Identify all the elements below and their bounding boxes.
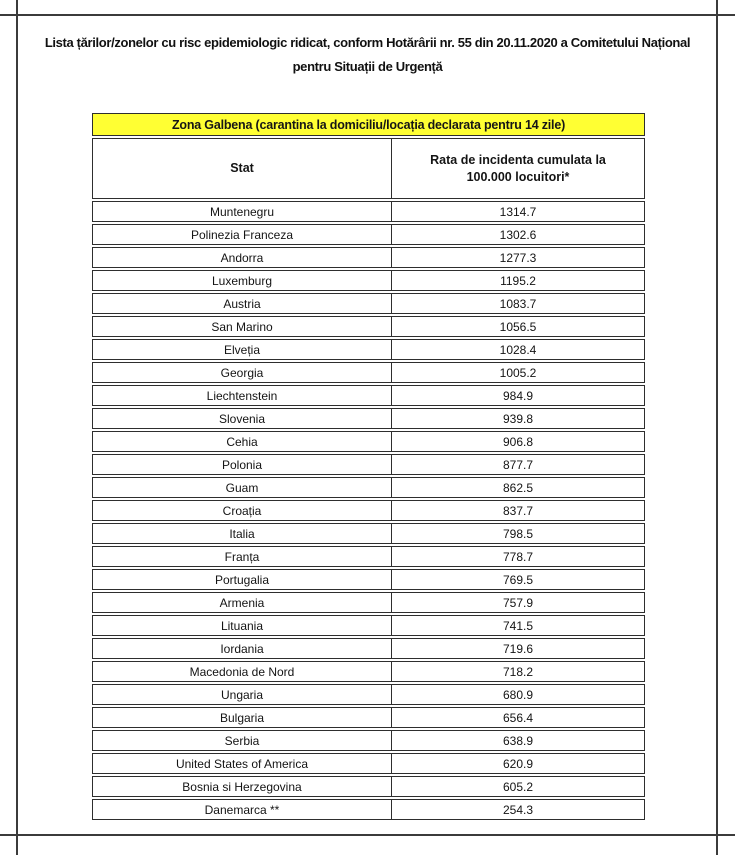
table-row (92, 362, 645, 383)
yellow-zone-table (92, 113, 645, 820)
rate-cell: 1005.2 (499, 365, 537, 380)
rate-cell: 939.8 (502, 411, 534, 426)
stat-cell: Polonia (93, 455, 392, 474)
table-row (92, 546, 645, 567)
stat-cell: San Marino (93, 317, 392, 336)
table-row (92, 523, 645, 544)
table-row (92, 500, 645, 521)
table-row (92, 753, 645, 774)
stat-cell: Franța (93, 547, 392, 566)
table-row (92, 339, 645, 360)
table-body (92, 201, 645, 820)
rate-cell: 1314.7 (499, 204, 537, 219)
table-row (92, 431, 645, 452)
rate-cell: 605.2 (502, 779, 534, 794)
page-border-top (0, 14, 735, 16)
rate-cell: 718.2 (502, 664, 534, 679)
rate-cell: 254.3 (502, 802, 534, 817)
stat-cell: United States of America (93, 754, 392, 773)
rate-cell: 656.4 (502, 710, 534, 725)
table-row (92, 684, 645, 705)
stat-cell: Danemarca ** (93, 800, 392, 819)
stat-cell: Portugalia (93, 570, 392, 589)
table-row (92, 707, 645, 728)
rate-cell: 1195.2 (500, 273, 536, 288)
stat-cell: Serbia (93, 731, 392, 750)
table-header-row (92, 138, 645, 199)
rate-cell: 769.5 (502, 572, 534, 587)
rate-cell: 638.9 (502, 733, 534, 748)
rate-cell: 1083.7 (499, 296, 537, 311)
page-border-right (716, 0, 718, 855)
stat-cell: Luxemburg (93, 271, 392, 290)
rate-cell: 984.9 (502, 388, 534, 403)
document-title-line-1: Lista țărilor/zonelor cu risc epidemiologic ridicat, conform Hotărârii nr. 55 din 20.11.2020 a Comitetului Național (44, 35, 691, 50)
rate-cell: 1028.4 (499, 342, 537, 357)
table-row (92, 454, 645, 475)
rate-cell: 906.8 (502, 434, 534, 449)
table-row (92, 730, 645, 751)
rate-cell: 862.5 (502, 480, 534, 495)
table-row (92, 408, 645, 429)
column-header-rate (392, 139, 644, 198)
column-header-stat (93, 139, 392, 198)
rate-cell: 778.7 (502, 549, 534, 564)
stat-cell: Muntenegru (93, 202, 392, 221)
stat-cell: Andorra (93, 248, 392, 267)
yellow-zone-band: Zona Galbena (carantina la domiciliu/locația declarata pentru 14 zile) (92, 113, 645, 136)
rate-cell: 837.7 (502, 503, 534, 518)
table-row (92, 592, 645, 613)
column-header-rate-line-2: 100.000 locuitori* (466, 169, 570, 184)
table-row (92, 776, 645, 797)
rate-cell: 1277.3 (499, 250, 537, 265)
rate-cell: 1056.5 (499, 319, 537, 334)
stat-cell: Ungaria (93, 685, 392, 704)
page-border-left (16, 0, 18, 855)
stat-cell: Cehia (93, 432, 392, 451)
rate-cell: 680.9 (502, 687, 534, 702)
stat-cell: Lituania (93, 616, 392, 635)
rate-cell: 741.5 (502, 618, 534, 633)
rate-cell: 757.9 (502, 595, 534, 610)
table-row (92, 247, 645, 268)
stat-cell: Guam (93, 478, 392, 497)
column-header-rate-line-1: Rata de incidenta cumulata la (430, 152, 606, 167)
table-row (92, 270, 645, 291)
stat-cell: Italia (93, 524, 392, 543)
rate-cell: 798.5 (502, 526, 534, 541)
stat-cell: Bosnia si Herzegovina (93, 777, 392, 796)
rate-cell: 620.9 (502, 756, 534, 771)
table-row (92, 615, 645, 636)
stat-cell: Iordania (93, 639, 392, 658)
document-title (18, 31, 717, 79)
stat-cell: Liechtenstein (93, 386, 392, 405)
stat-cell: Slovenia (93, 409, 392, 428)
page-border-bottom (0, 834, 735, 836)
table-row (92, 799, 645, 820)
table-row (92, 316, 645, 337)
stat-cell: Macedonia de Nord (93, 662, 392, 681)
table-row (92, 201, 645, 222)
rate-cell: 1302.6 (499, 227, 537, 242)
stat-cell: Croația (93, 501, 392, 520)
stat-cell: Armenia (93, 593, 392, 612)
stat-cell: Elveția (93, 340, 392, 359)
table-row (92, 293, 645, 314)
stat-cell: Bulgaria (93, 708, 392, 727)
stat-cell: Austria (93, 294, 392, 313)
column-header-stat-label: Stat (230, 161, 254, 175)
table-row (92, 661, 645, 682)
rate-cell: 719.6 (502, 641, 534, 656)
document-title-line-2: pentru Situații de Urgență (292, 59, 443, 74)
table-row (92, 477, 645, 498)
table-row (92, 638, 645, 659)
table-row (92, 224, 645, 245)
rate-cell: 877.7 (502, 457, 534, 472)
table-row (92, 569, 645, 590)
stat-cell: Polinezia Franceza (93, 225, 392, 244)
table-row (92, 385, 645, 406)
stat-cell: Georgia (93, 363, 392, 382)
